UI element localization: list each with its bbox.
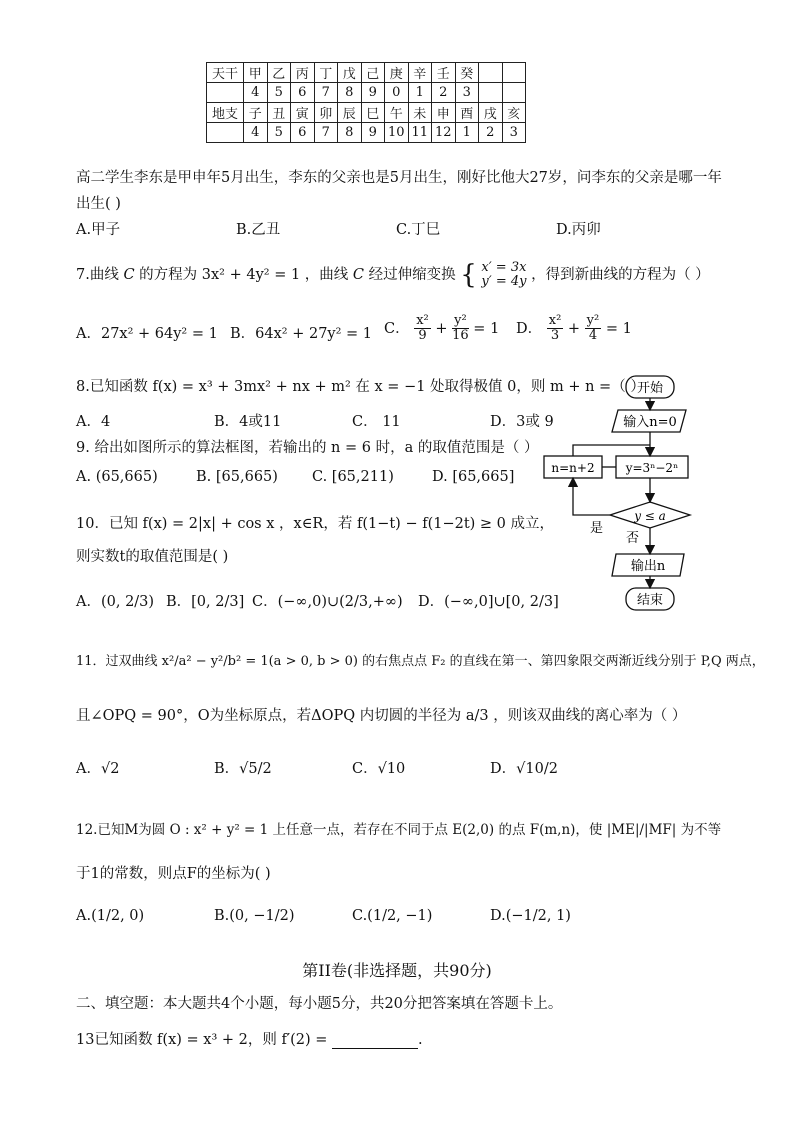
table-cell: 巳 [361, 103, 385, 123]
table-cell [479, 63, 503, 83]
q11-option-a: A．√2 [76, 761, 120, 777]
q7-option-a: A．27x² + 64y² = 1 [76, 326, 218, 342]
section-title: 第II卷(非选择题，共90分) [302, 961, 492, 980]
q7-prefix: 7.曲线 [76, 267, 119, 283]
q8-option-d: D．3或 9 [490, 414, 554, 430]
table-cell: 地支 [207, 103, 244, 123]
table-cell: 1 [455, 123, 479, 143]
table-cell: 甲 [244, 63, 268, 83]
table-cell: 2 [479, 123, 503, 143]
q12-stem-line2: 于1的常数，则点F的坐标为( ) [76, 866, 271, 882]
q10-option-d: D．(−∞,0]∪[0, 2/3] [418, 594, 559, 610]
table-cell: 3 [455, 83, 479, 103]
q7-mid2: ，曲线 [304, 267, 349, 283]
q6-option-a: A.甲子 [76, 222, 121, 238]
table-cell: 5 [267, 83, 291, 103]
table-cell: 寅 [291, 103, 315, 123]
table-cell: 壬 [432, 63, 456, 83]
algorithm-flowchart [540, 370, 770, 615]
q7-option-d: D． $\frac{\text{x²}}{3}$ + $\frac{\text{y²}}{4}$ = 1 [516, 313, 632, 344]
table-cell: 11 [408, 123, 432, 143]
table-cell: 2 [432, 83, 456, 103]
table-cell: 5 [267, 123, 291, 143]
table-cell: 4 [244, 83, 268, 103]
q13-text: 13已知函数 f(x) = x³ + 2，则 f′(2) = [76, 1032, 328, 1048]
q8-option-c: C． 11 [352, 414, 401, 430]
table-cell: 子 [244, 103, 268, 123]
flow-input: 输入n=0 [623, 415, 677, 430]
table-cell: 庚 [385, 63, 409, 83]
table-cell: 卯 [314, 103, 338, 123]
flow-calc: y=3ⁿ−2ⁿ [625, 461, 679, 475]
q13-stem [76, 1028, 423, 1049]
q12-option-b: B.(0, −1/2) [214, 908, 295, 924]
q9-option-c: C. [65,211) [312, 469, 394, 485]
table-cell: 丑 [267, 103, 291, 123]
q12-option-d: D.(−1/2, 1) [490, 908, 571, 924]
table-cell: 9 [361, 83, 385, 103]
q6-stem-line1: 高二学生李东是甲申年5月出生，李东的父亲也是5月出生，刚好比他大27岁，问李东的父亲是哪一年 [76, 170, 722, 186]
q9-option-b: B. [65,665) [196, 469, 278, 485]
table-cell [479, 83, 503, 103]
flow-no: 否 [626, 531, 640, 546]
table-cell: 亥 [502, 103, 526, 123]
table-cell: 7 [314, 123, 338, 143]
table-cell: 乙 [267, 63, 291, 83]
table-cell: 0 [385, 83, 409, 103]
table-cell: 己 [361, 63, 385, 83]
table-cell: 未 [408, 103, 432, 123]
table-cell: 6 [291, 123, 315, 143]
table-cell: 9 [361, 123, 385, 143]
table-row [207, 103, 526, 123]
table-cell: 丁 [314, 63, 338, 83]
section-instructions: 二、填空题：本大题共4个小题，每小题5分，共20分把答案填在答题卡上。 [76, 996, 563, 1012]
q8-stem: 8.已知函数 f(x) = x³ + 3mx² + nx + m² 在 x = −1 处取得极值 0，则 m + n =（ ） [76, 379, 645, 395]
q7-stem: 7.曲线 C 的方程为 3x² + 4y² = 1 ，曲线 C 经过伸缩变换 { x′ = 3x y′ = 4y ，得到新曲线的方程为（ ） [76, 259, 710, 290]
q12-option-a: A.(1/2, 0) [76, 908, 145, 924]
flow-end: 结束 [636, 593, 664, 608]
q6-option-b: B.乙丑 [236, 222, 281, 238]
q6-option-c: C.丁巳 [396, 222, 441, 238]
table-cell: 3 [502, 123, 526, 143]
q10-option-a: A．(0, 2/3) [76, 594, 155, 610]
q12-stem-line1: 12.已知M为圆 O : x² + y² = 1 上任意一点，若存在不同于点 E(2,0) 的点 F(m,n)，使 |ME|/|MF| 为不等 [76, 822, 722, 838]
table-cell: 癸 [455, 63, 479, 83]
q9-stem: 9. 给出如图所示的算法框图，若输出的 n = 6 时，a 的取值范围是（ ） [76, 440, 539, 456]
flow-start: 开始 [636, 381, 664, 396]
q6-stem-line2: 出生( ) [76, 196, 121, 212]
table-cell: 丙 [291, 63, 315, 83]
table-cell: 戌 [479, 103, 503, 123]
q10-option-b: B．[0, 2/3] [166, 594, 245, 610]
q7-mid1: 的方程为 [139, 267, 198, 283]
flow-output: 输出n [630, 559, 666, 574]
table-cell [502, 63, 526, 83]
table-cell [207, 123, 244, 143]
table-cell: 8 [338, 83, 362, 103]
q11-option-c: C．√10 [352, 761, 406, 777]
q10-option-c: C．(−∞,0)∪(2/3,+∞) [252, 594, 403, 610]
table-cell [207, 83, 244, 103]
table-cell: 午 [385, 103, 409, 123]
table-row [207, 83, 526, 103]
table-cell: 7 [314, 83, 338, 103]
table-cell: 酉 [455, 103, 479, 123]
table-cell: 辰 [338, 103, 362, 123]
q7-mid3: 经过伸缩变换 [368, 267, 456, 283]
table-cell: 天干 [207, 63, 244, 83]
flow-yes: 是 [590, 521, 604, 536]
table-cell: 戊 [338, 63, 362, 83]
q7-equation: 3x² + 4y² = 1 [201, 267, 301, 283]
q7-suffix: ，得到新曲线的方程为（ ） [531, 267, 710, 283]
q9-option-a: A. (65,665) [76, 469, 158, 485]
q11-option-d: D．√10/2 [490, 761, 558, 777]
q7-transform-y: y′ = 4y [481, 274, 527, 289]
flow-condition: y ≤ a [634, 509, 666, 523]
stems-branches-table [206, 62, 526, 143]
q9-option-d: D. [65,665] [432, 469, 515, 485]
q7-option-b: B．64x² + 27y² = 1 [230, 326, 373, 342]
table-cell: 8 [338, 123, 362, 143]
q13-end: . [418, 1032, 423, 1048]
table-cell: 1 [408, 83, 432, 103]
q7-option-c: C． $\frac{\text{x²}}{9}$ + $\frac{\text{y²}}{16}$ = 1 [384, 313, 500, 344]
q13-answer-blank[interactable] [332, 1034, 418, 1049]
q7-option-c-label: C． [384, 320, 410, 337]
q12-option-c: C.(1/2, −1) [352, 908, 433, 924]
q7-transform-x: x′ = 3x [481, 259, 527, 275]
table-cell: 12 [432, 123, 456, 143]
q7-option-d-label: D． [516, 320, 543, 337]
table-row [207, 123, 526, 143]
table-cell: 4 [244, 123, 268, 143]
table-cell: 申 [432, 103, 456, 123]
q10-stem-line1: 10．已知 f(x) = 2|x| + cos x ，x∈R，若 f(1−t) − f(1−2t) ≥ 0 成立， [76, 516, 555, 532]
table-cell: 6 [291, 83, 315, 103]
q11-option-b: B．√5/2 [214, 761, 272, 777]
table-cell: 10 [385, 123, 409, 143]
q10-stem-line2: 则实数t的取值范围是( ) [76, 549, 229, 565]
q11-stem-line1: 11．过双曲线 x²/a² − y²/b² = 1(a > 0, b > 0) 的右焦点点 F₂ 的直线在第一、第四象限交两渐近线分别于 P,Q 两点， [76, 654, 765, 669]
table-row [207, 63, 526, 83]
q11-stem-line2: 且∠OPQ = 90°，O为坐标原点，若ΔOPQ 内切圆的半径为 a/3 ，则该双曲线的离心率为（ ） [76, 708, 687, 724]
flow-increment: n=n+2 [551, 461, 595, 475]
q8-option-a: A．4 [76, 414, 111, 430]
q8-option-b: B．4或11 [214, 414, 282, 430]
table-cell [502, 83, 526, 103]
q6-option-d: D.丙卯 [556, 222, 601, 238]
table-cell: 辛 [408, 63, 432, 83]
